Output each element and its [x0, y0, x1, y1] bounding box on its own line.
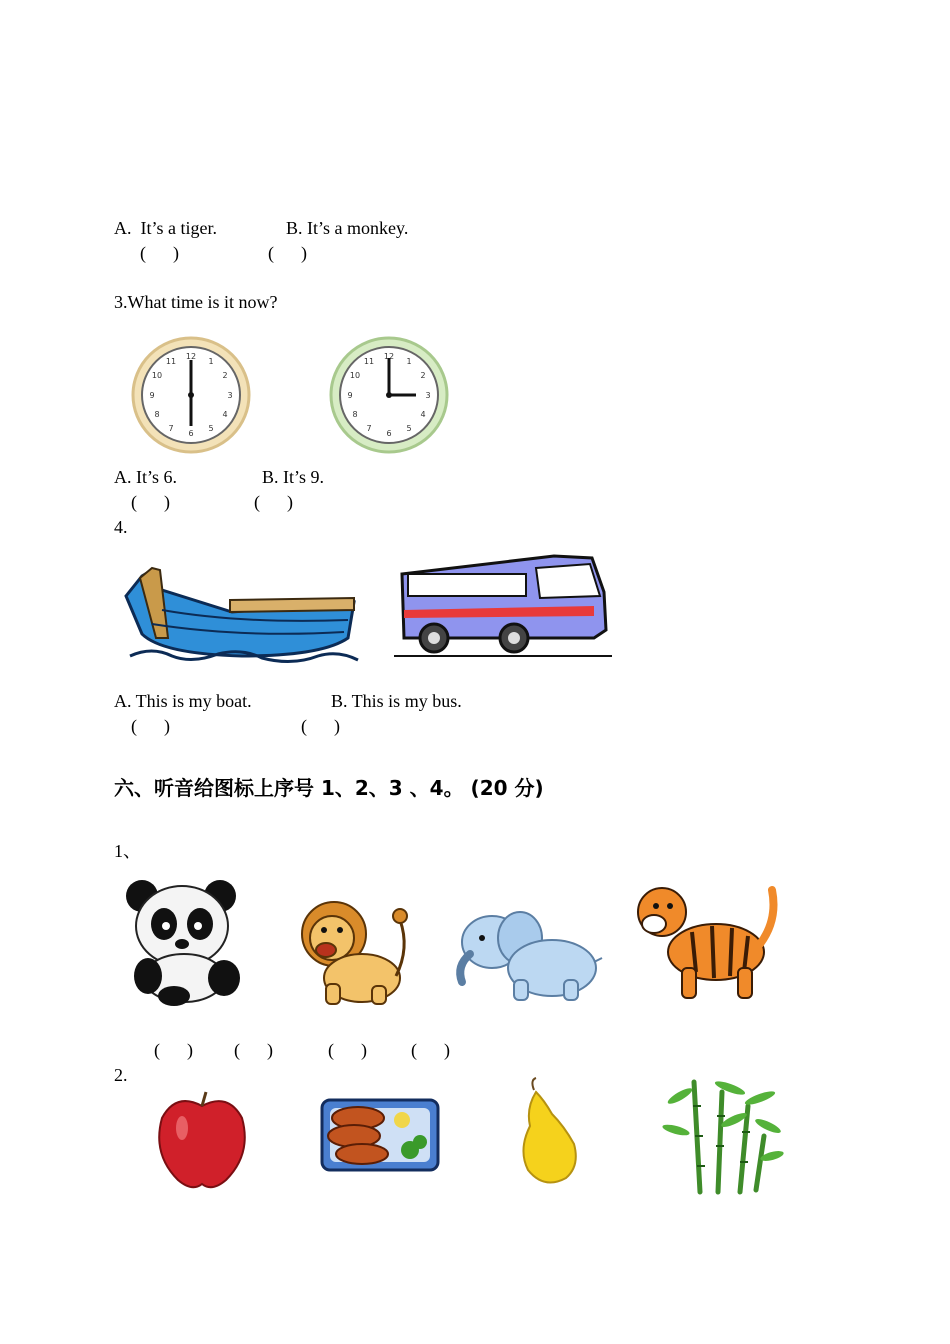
- svg-text:7: 7: [168, 424, 174, 433]
- answer-blank[interactable]: ( ): [268, 243, 307, 263]
- svg-text:2: 2: [222, 371, 228, 380]
- svg-text:6: 6: [386, 429, 392, 438]
- q4-option-b: B. This is my bus.: [331, 691, 462, 711]
- lion-image: [292, 898, 412, 1008]
- svg-text:12: 12: [185, 352, 197, 361]
- q3-option-a: A. It’s 6.: [114, 467, 177, 487]
- clock-six-image: [128, 334, 254, 456]
- svg-text:8: 8: [154, 410, 160, 419]
- item2-number: 2.: [114, 1065, 128, 1085]
- answer-blank[interactable]: ( ): [234, 1040, 273, 1060]
- svg-text:4: 4: [420, 410, 426, 419]
- svg-text:9: 9: [347, 391, 353, 400]
- clock-three-image: [326, 334, 452, 456]
- pear-image: [520, 1078, 580, 1188]
- q3-question: 3.What time is it now?: [114, 292, 278, 312]
- answer-blank[interactable]: ( ): [411, 1040, 450, 1060]
- answer-blank[interactable]: ( ): [140, 243, 179, 263]
- svg-text:8: 8: [352, 410, 358, 419]
- answer-blank[interactable]: ( ): [328, 1040, 367, 1060]
- q2-option-a: A. It’s a tiger.: [114, 218, 217, 238]
- answer-blank[interactable]: ( ): [131, 716, 170, 736]
- svg-text:4: 4: [222, 410, 228, 419]
- item1-number: 1、: [114, 841, 141, 861]
- elephant-image: [452, 906, 602, 1006]
- boat-image: [122, 560, 360, 670]
- panda-image: [124, 878, 248, 1008]
- answer-blank[interactable]: ( ): [254, 492, 293, 512]
- q4-number: 4.: [114, 517, 128, 537]
- svg-text:7: 7: [366, 424, 372, 433]
- answer-blank[interactable]: ( ): [131, 492, 170, 512]
- q2-option-b: B. It’s a monkey.: [286, 218, 409, 238]
- tiger-image: [632, 880, 780, 1004]
- svg-text:3: 3: [425, 391, 431, 400]
- q4-option-a: A. This is my boat.: [114, 691, 252, 711]
- svg-text:9: 9: [149, 391, 155, 400]
- svg-text:1: 1: [406, 357, 412, 366]
- svg-text:5: 5: [406, 424, 412, 433]
- svg-text:11: 11: [165, 357, 177, 366]
- svg-text:10: 10: [349, 371, 361, 380]
- apple-image: [156, 1088, 248, 1192]
- svg-text:3: 3: [227, 391, 233, 400]
- section6-heading: 六、听音给图标上序号 1、2、3 、4。 (20 分): [114, 776, 544, 800]
- chicken-drumsticks-tray-image: [318, 1096, 442, 1176]
- svg-text:11: 11: [363, 357, 375, 366]
- svg-text:1: 1: [208, 357, 214, 366]
- svg-text:2: 2: [420, 371, 426, 380]
- answer-blank[interactable]: ( ): [301, 716, 340, 736]
- svg-text:10: 10: [151, 371, 163, 380]
- answer-blank[interactable]: ( ): [154, 1040, 193, 1060]
- svg-text:5: 5: [208, 424, 214, 433]
- svg-text:12: 12: [383, 352, 395, 361]
- svg-text:6: 6: [188, 429, 194, 438]
- bus-image: [394, 552, 612, 662]
- bamboo-image: [660, 1076, 784, 1194]
- q3-option-b: B. It’s 9.: [262, 467, 325, 487]
